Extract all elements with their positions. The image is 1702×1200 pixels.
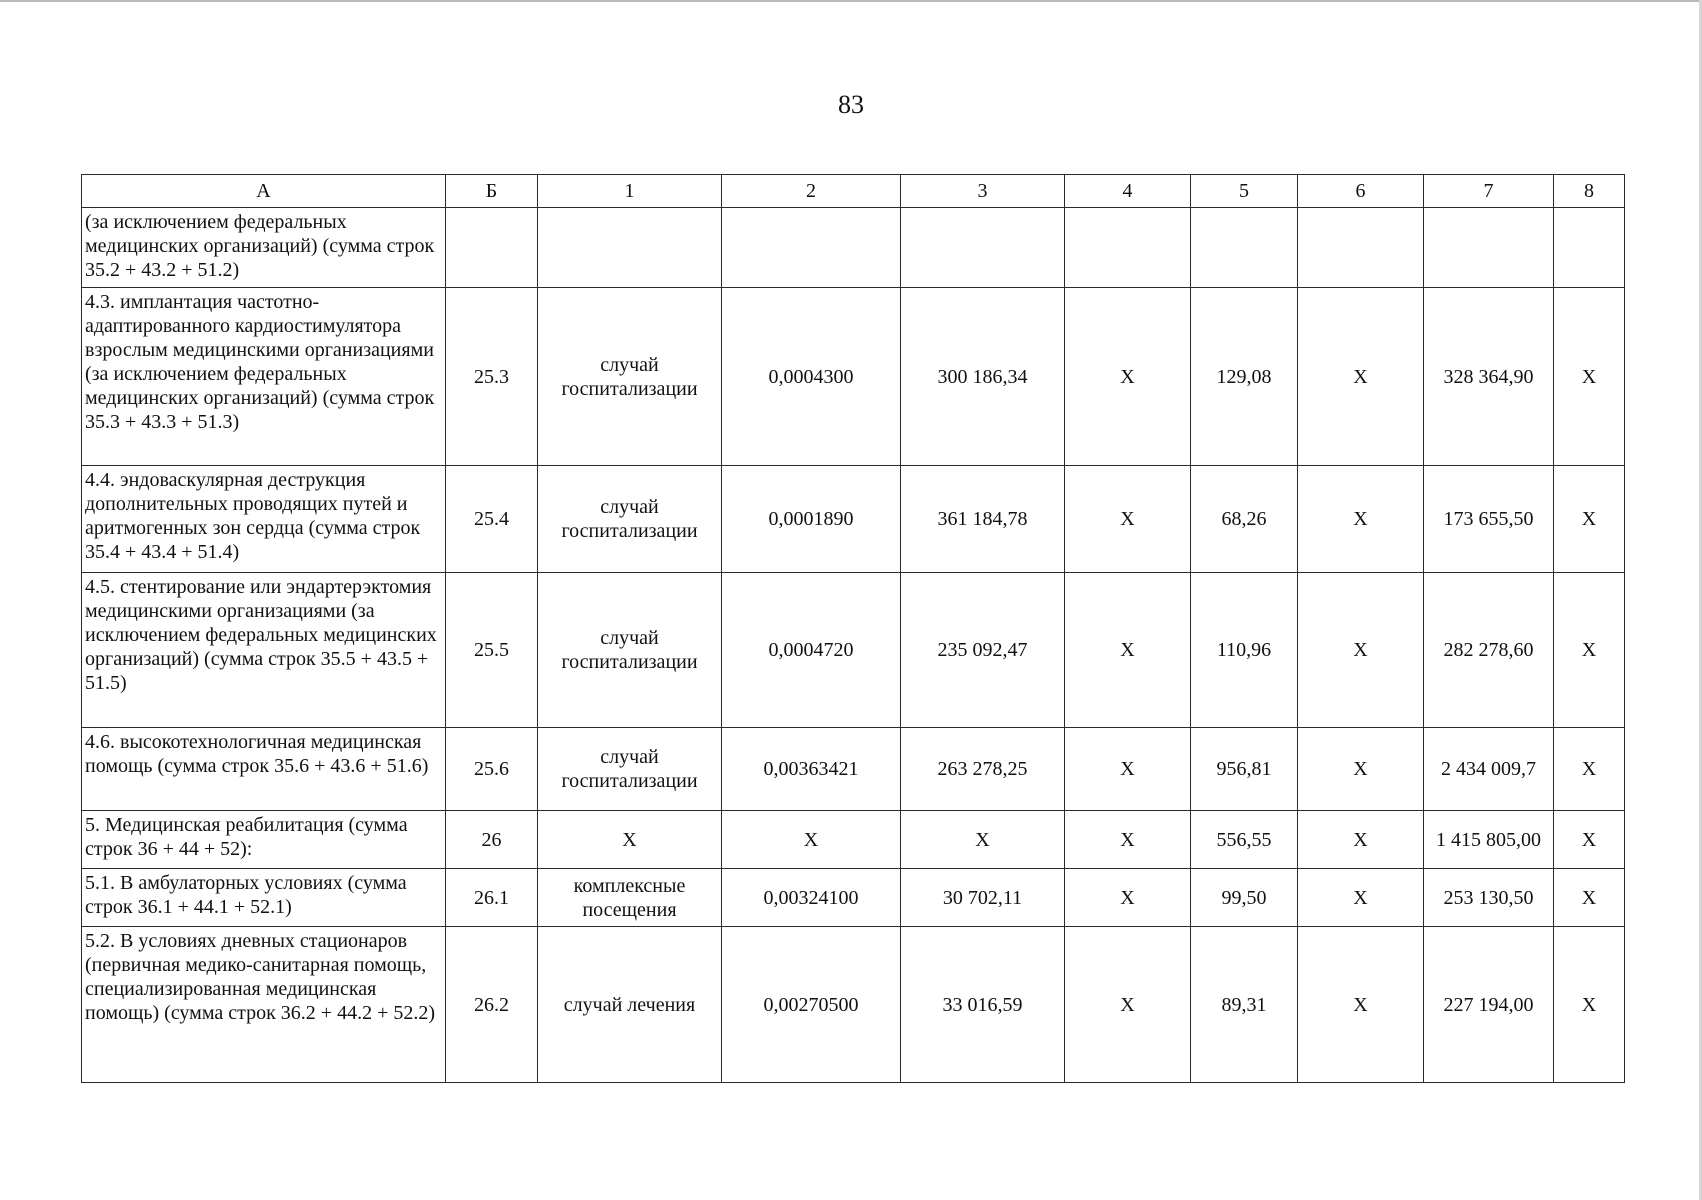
header-cell: 1 xyxy=(538,175,722,208)
row-col-4: Х xyxy=(1065,288,1191,466)
row-col-7 xyxy=(1424,208,1554,288)
header-cell: 7 xyxy=(1424,175,1554,208)
table-row xyxy=(82,869,1625,927)
row-col-7: 173 655,50 xyxy=(1424,466,1554,573)
row-code: 25.4 xyxy=(446,466,538,573)
row-unit: комплексные посещения xyxy=(538,869,722,927)
row-col-2: 0,0004300 xyxy=(722,288,901,466)
table-row xyxy=(82,288,1625,466)
table-row xyxy=(82,728,1625,811)
row-col-2: 0,0004720 xyxy=(722,573,901,728)
row-description: 4.5. стентирование или эндартерэктомия медицинскими организациями (за исключением федеральных медицинских организаций) (сумма строк 35.5 + 43.5 + 51.5) xyxy=(82,573,446,728)
row-col-4: Х xyxy=(1065,927,1191,1083)
row-col-7: 227 194,00 xyxy=(1424,927,1554,1083)
row-col-6: Х xyxy=(1298,869,1424,927)
row-code: 26.2 xyxy=(446,927,538,1083)
row-col-8: Х xyxy=(1554,288,1625,466)
row-col-7: 2 434 009,7 xyxy=(1424,728,1554,811)
row-col-6: Х xyxy=(1298,466,1424,573)
row-description: 5.2. В условиях дневных стационаров (первичная медико-санитарная помощь, специализированная медицинская помощь) (сумма строк 36.2 + 44.2 + 52.2) xyxy=(82,927,446,1083)
row-unit: случай госпитализации xyxy=(538,728,722,811)
header-cell: 8 xyxy=(1554,175,1625,208)
header-cell: 6 xyxy=(1298,175,1424,208)
row-col-7: 253 130,50 xyxy=(1424,869,1554,927)
row-col-2 xyxy=(722,208,901,288)
row-col-6: Х xyxy=(1298,927,1424,1083)
header-row xyxy=(82,175,1625,208)
row-col-2: 0,0001890 xyxy=(722,466,901,573)
row-description: 4.4. эндоваскулярная деструкция дополнительных проводящих путей и аритмогенных зон сердца (сумма строк 35.4 + 43.4 + 51.4) xyxy=(82,466,446,573)
row-code: 25.6 xyxy=(446,728,538,811)
row-code: 26.1 xyxy=(446,869,538,927)
row-code: 26 xyxy=(446,811,538,869)
header-cell: 2 xyxy=(722,175,901,208)
row-col-3: 263 278,25 xyxy=(901,728,1065,811)
row-col-8: Х xyxy=(1554,869,1625,927)
row-unit: случай госпитализации xyxy=(538,573,722,728)
row-description: (за исключением федеральных медицинских организаций) (сумма строк 35.2 + 43.2 + 51.2) xyxy=(82,208,446,288)
table-row xyxy=(82,927,1625,1083)
row-col-8: Х xyxy=(1554,573,1625,728)
row-col-4: Х xyxy=(1065,573,1191,728)
header-cell: Б xyxy=(446,175,538,208)
row-col-7: 282 278,60 xyxy=(1424,573,1554,728)
row-col-3: 33 016,59 xyxy=(901,927,1065,1083)
row-col-7: 328 364,90 xyxy=(1424,288,1554,466)
row-col-8: Х xyxy=(1554,728,1625,811)
row-unit: Х xyxy=(538,811,722,869)
row-col-6: Х xyxy=(1298,288,1424,466)
row-description: 4.3. имплантация частотно-адаптированного кардиостимулятора взрослым медицинскими организациями (за исключением федеральных медицинских организаций) (сумма строк 35.3 + 43.3 + 51.3) xyxy=(82,288,446,466)
row-col-8 xyxy=(1554,208,1625,288)
row-description: 5. Медицинская реабилитация (сумма строк 36 + 44 + 52): xyxy=(82,811,446,869)
row-col-4: Х xyxy=(1065,466,1191,573)
row-code: 25.5 xyxy=(446,573,538,728)
row-col-5: 956,81 xyxy=(1191,728,1298,811)
table-row xyxy=(82,573,1625,728)
row-col-6: Х xyxy=(1298,573,1424,728)
scan-edge-top xyxy=(0,0,1702,2)
row-col-3: Х xyxy=(901,811,1065,869)
row-col-2: 0,00270500 xyxy=(722,927,901,1083)
row-description: 4.6. высокотехнологичная медицинская помощь (сумма строк 35.6 + 43.6 + 51.6) xyxy=(82,728,446,811)
row-col-5: 110,96 xyxy=(1191,573,1298,728)
row-unit: случай госпитализации xyxy=(538,288,722,466)
table-row xyxy=(82,208,1625,288)
row-col-6: Х xyxy=(1298,811,1424,869)
header-cell: 5 xyxy=(1191,175,1298,208)
row-col-7: 1 415 805,00 xyxy=(1424,811,1554,869)
table-row xyxy=(82,811,1625,869)
row-col-4: Х xyxy=(1065,811,1191,869)
header-cell: А xyxy=(82,175,446,208)
row-col-3: 361 184,78 xyxy=(901,466,1065,573)
row-col-4: Х xyxy=(1065,869,1191,927)
row-col-5: 68,26 xyxy=(1191,466,1298,573)
row-col-4 xyxy=(1065,208,1191,288)
row-col-2: 0,00324100 xyxy=(722,869,901,927)
row-col-5: 99,50 xyxy=(1191,869,1298,927)
row-col-6 xyxy=(1298,208,1424,288)
page-number: 83 xyxy=(838,90,864,119)
row-col-6: Х xyxy=(1298,728,1424,811)
row-col-5: 89,31 xyxy=(1191,927,1298,1083)
data-table xyxy=(81,174,1625,1083)
row-description: 5.1. В амбулаторных условиях (сумма строк 36.1 + 44.1 + 52.1) xyxy=(82,869,446,927)
row-unit: случай госпитализации xyxy=(538,466,722,573)
row-col-5 xyxy=(1191,208,1298,288)
table-row xyxy=(82,466,1625,573)
row-col-2: 0,00363421 xyxy=(722,728,901,811)
row-unit: случай лечения xyxy=(538,927,722,1083)
row-col-8: Х xyxy=(1554,811,1625,869)
row-col-2: Х xyxy=(722,811,901,869)
row-col-5: 556,55 xyxy=(1191,811,1298,869)
header-cell: 4 xyxy=(1065,175,1191,208)
row-col-3 xyxy=(901,208,1065,288)
row-col-5: 129,08 xyxy=(1191,288,1298,466)
row-col-3: 235 092,47 xyxy=(901,573,1065,728)
row-code: 25.3 xyxy=(446,288,538,466)
row-col-8: Х xyxy=(1554,466,1625,573)
row-col-8: Х xyxy=(1554,927,1625,1083)
row-col-3: 300 186,34 xyxy=(901,288,1065,466)
row-unit xyxy=(538,208,722,288)
header-cell: 3 xyxy=(901,175,1065,208)
row-code xyxy=(446,208,538,288)
row-col-4: Х xyxy=(1065,728,1191,811)
row-col-3: 30 702,11 xyxy=(901,869,1065,927)
